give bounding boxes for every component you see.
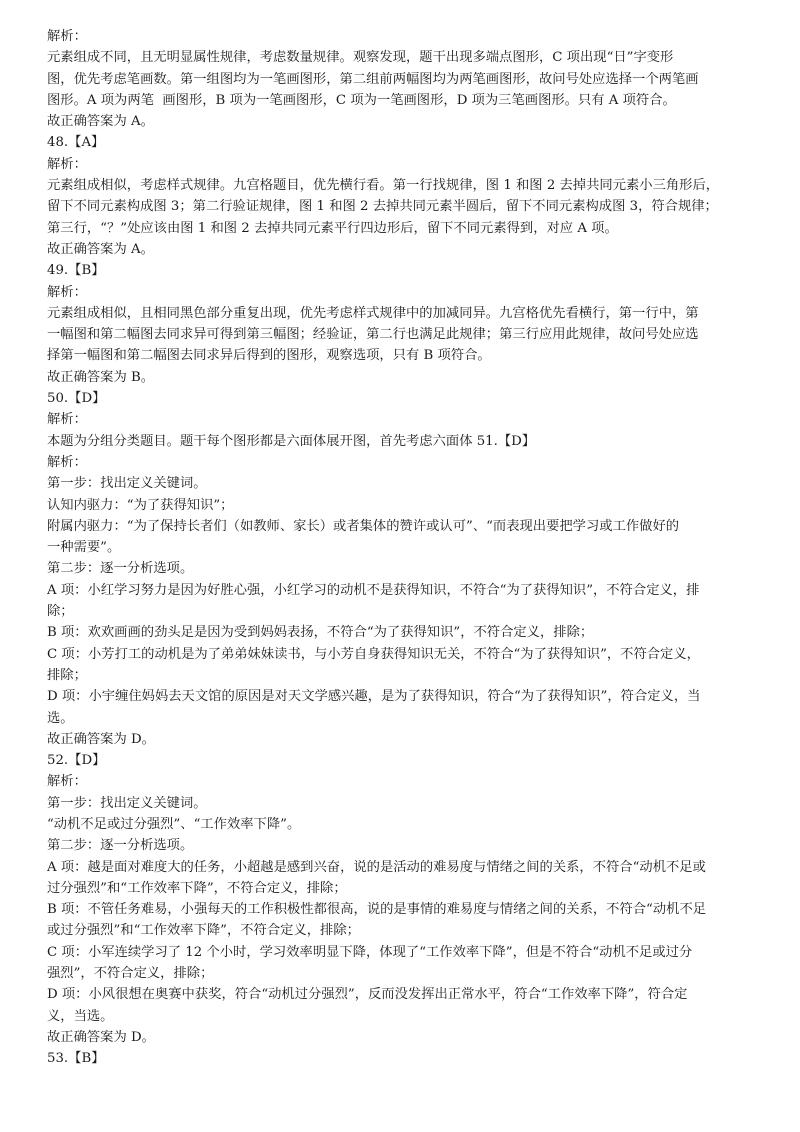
text-line: 解析： bbox=[47, 412, 87, 428]
text-line: 50.【D】 bbox=[47, 391, 106, 407]
text-line: 留下不同元素构成图 3；第二行验证规律，图 1 和图 2 去掉共同元素半圆后，留下不同元素构成图 3，符合规律； bbox=[47, 199, 718, 215]
text-line: 52.【D】 bbox=[47, 753, 106, 769]
text-line: 元素组成相似，且相同黑色部分重复出现，优先考虑样式规律中的加减同异。九宫格优先看横行，第一行中，第 bbox=[47, 305, 699, 321]
text-line: 一种需要”。 bbox=[47, 540, 121, 556]
text-line: 或过分强烈”和“工作效率下降”，不符合定义，排除； bbox=[47, 923, 360, 939]
text-line: A 项：越是面对难度大的任务，小超越是感到兴奋，说的是活动的难易度与情绪之间的关系，不符合“动机不足或 bbox=[47, 859, 706, 875]
text-line: 第三行，“？”处应该由图 1 和图 2 去掉共同元素平行四边形后，留下不同元素得到，对应 A 项。 bbox=[47, 220, 618, 236]
text-line: 附属内驱力：“为了保持长者们（如教师、家长）或者集体的赞许或认可”、“而表现出要把学习或工作做好的 bbox=[47, 518, 680, 534]
text-line: D 项：小宇缠住妈妈去天文馆的原因是对天文学感兴趣，是为了获得知识，符合“为了获得知识”，符合定义，当 bbox=[47, 689, 701, 705]
text-line: 本题为分组分类题目。题干每个图形都是六面体展开图，首先考虑六面体 51.【D】 bbox=[47, 433, 536, 449]
text-line: 故正确答案为 D。 bbox=[47, 731, 155, 747]
text-line: C 项：小军连续学习了 12 个小时，学习效率明显下降，体现了“工作效率下降”，但是不符合“动机不足或过分 bbox=[47, 944, 693, 960]
text-line: 图形。A 项为两笔 画图形，B 项为一笔画图形，C 项为一笔画图形，D 项为三笔画图形。只有 A 项符合。 bbox=[47, 92, 676, 108]
text-line: 解析： bbox=[47, 156, 87, 172]
text-line: 排除； bbox=[47, 667, 87, 683]
text-line: 义，当选。 bbox=[47, 1008, 114, 1024]
text-line: 故正确答案为 A。 bbox=[47, 114, 154, 130]
text-line: 图，优先考虑笔画数。第一组图均为一笔画图形，第二组前两幅图均为两笔画图形，故问号处应选择一个两笔画 bbox=[47, 71, 699, 87]
text-line: 解析： bbox=[47, 29, 87, 44]
text-line: 49.【B】 bbox=[47, 263, 105, 279]
text-line: “动机不足或过分强烈”、“工作效率下降”。 bbox=[47, 816, 301, 832]
text-line: B 项：欢欢画画的劲头足是因为受到妈妈表扬，不符合“为了获得知识”，不符合定义，排除； bbox=[47, 625, 594, 641]
text-line: 第二步：逐一分析选项。 bbox=[47, 838, 194, 854]
document-page bbox=[47, 26, 762, 1070]
text-line: 选。 bbox=[47, 710, 74, 726]
text-line: 第二步：逐一分析选项。 bbox=[47, 561, 194, 577]
text-line: 第一步：找出定义关键词。 bbox=[47, 795, 207, 811]
text-line: 解析： bbox=[47, 284, 87, 300]
text-line: 一幅图和第二幅图去同求异可得到第三幅图；经验证，第二行也满足此规律；第三行应用此规律，故问号处应选 bbox=[47, 327, 699, 343]
text-line: 择第一幅图和第二幅图去同求异后得到的图形，观察选项，只有 B 项符合。 bbox=[47, 348, 491, 364]
text-line: 除； bbox=[47, 604, 74, 620]
text-line: 元素组成不同，且无明显属性规律，考虑数量规律。观察发现，题干出现多端点图形，C 项出现“日”字变形 bbox=[47, 50, 674, 66]
text-line: 认知内驱力：“为了获得知识”； bbox=[47, 497, 234, 513]
text-line: 解析： bbox=[47, 774, 87, 790]
text-line: 故正确答案为 D。 bbox=[47, 1029, 155, 1045]
text-line: 48.【A】 bbox=[47, 135, 105, 151]
text-line: 解析： bbox=[47, 454, 87, 470]
text-line: A 项：小红学习努力是因为好胜心强，小红学习的动机不是获得知识，不符合“为了获得知识”，不符合定义，排 bbox=[47, 582, 700, 598]
text-line: 元素组成相似，考虑样式规律。九宫格题目，优先横行看。第一行找规律，图 1 和图 2 去掉共同元素小三角形后， bbox=[47, 178, 720, 194]
text-line: 强烈”，不符合定义，排除； bbox=[47, 966, 214, 982]
text-line: D 项：小风很想在奥赛中获奖，符合“动机过分强烈”，反而没发挥出正常水平，符合“工作效率下降”，符合定 bbox=[47, 987, 688, 1003]
text-line: 53.【B】 bbox=[47, 1051, 105, 1067]
text-line: 第一步：找出定义关键词。 bbox=[47, 476, 207, 492]
text-line: C 项：小芳打工的动机是为了弟弟妹妹读书，与小芳自身获得知识无关，不符合“为了获得知识”，不符合定义， bbox=[47, 646, 700, 662]
text-line: 过分强烈”和“工作效率下降”，不符合定义，排除； bbox=[47, 880, 347, 896]
text-line: 故正确答案为 B。 bbox=[47, 369, 155, 385]
text-line: 故正确答案为 A。 bbox=[47, 241, 154, 257]
text-line: B 项：不管任务难易，小强每天的工作积极性都很高，说的是事情的难易度与情绪之间的关系，不符合“动机不足 bbox=[47, 902, 707, 918]
